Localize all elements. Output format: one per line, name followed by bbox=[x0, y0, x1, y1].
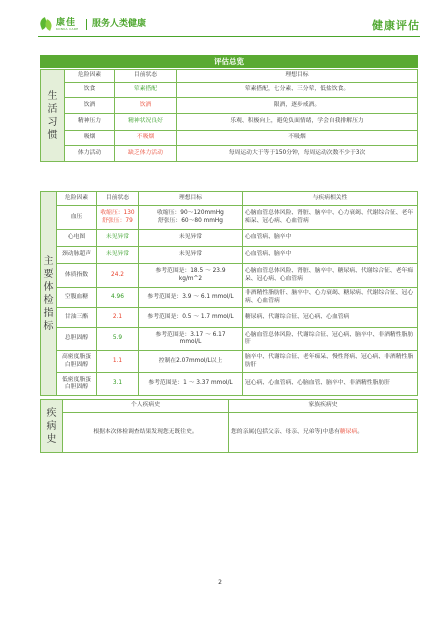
table-header-row bbox=[41, 192, 418, 206]
current-status: 2.1 bbox=[97, 308, 139, 328]
current-status: 缺乏体力活动 bbox=[115, 146, 177, 162]
ideal-goal: 控制在2.07mmol/L以上 bbox=[139, 351, 243, 373]
ideal-goal: 未见异常 bbox=[139, 247, 243, 264]
table-row bbox=[41, 288, 418, 308]
side-label-char: 要 bbox=[43, 268, 54, 280]
disease-correlation: 心脑血管总体风险、肾脏、脑卒中、心力衰竭、代谢综合征、老年痴呆、冠心病、心血管病 bbox=[243, 206, 418, 230]
table-row bbox=[41, 247, 418, 264]
family-history-text: 您的亲属(包括父亲、母亲、兄弟等)中患有 bbox=[231, 428, 340, 435]
ideal-goal: 参考范围是：0.5 ～ 1.7 mmol/L bbox=[139, 308, 243, 328]
table-row bbox=[41, 373, 418, 396]
disease-correlation: 心血管病、脑卒中 bbox=[243, 230, 418, 247]
side-label-char: 疾 bbox=[46, 407, 57, 419]
slogan: 服务人类健康 bbox=[86, 19, 146, 30]
table-row bbox=[41, 98, 418, 114]
side-label-char: 标 bbox=[43, 320, 54, 332]
ideal-goal: 限酒，逐步戒酒。 bbox=[177, 98, 418, 114]
disease-correlation: 冠心病、心血管病、心脑血管、脑卒中、非酒精性脂肪肝 bbox=[243, 373, 418, 396]
current-status: 1.1 bbox=[97, 351, 139, 373]
current-status: 收缩压：130 舒张压：79 bbox=[97, 206, 139, 230]
risk-factor: 心电图 bbox=[57, 230, 97, 247]
risk-factor: 空腹血糖 bbox=[57, 288, 97, 308]
ideal-goal: 参考范围是：1 ～ 3.37 mmol/L bbox=[139, 373, 243, 396]
side-label-char: 惯 bbox=[47, 129, 58, 141]
table-header-row bbox=[41, 400, 418, 413]
risk-factor: 饮酒 bbox=[65, 98, 115, 114]
risk-factor: 体质指数 bbox=[57, 264, 97, 288]
side-label-char: 病 bbox=[46, 420, 57, 432]
risk-factor: 血压 bbox=[57, 206, 97, 230]
section-title: 评估总览 bbox=[40, 55, 418, 68]
table-row bbox=[41, 230, 418, 247]
disease-correlation: 糖尿病、代谢综合征、冠心病、心血管病 bbox=[243, 308, 418, 328]
side-label-char: 生 bbox=[47, 90, 58, 102]
side-label-char: 主 bbox=[43, 255, 54, 267]
brand-logo bbox=[38, 17, 78, 32]
column-header: 理想目标 bbox=[139, 192, 243, 206]
ideal-goal: 不吸烟 bbox=[177, 131, 418, 146]
risk-factor: 精神压力 bbox=[65, 114, 115, 131]
current-status: 不吸烟 bbox=[115, 131, 177, 146]
current-status: 精神状况良好 bbox=[115, 114, 177, 131]
current-status: 未见异常 bbox=[97, 230, 139, 247]
page-number: 2 bbox=[218, 579, 222, 586]
family-history-suffix: 。 bbox=[357, 428, 364, 435]
family-history bbox=[229, 413, 418, 453]
risk-factor: 饮食 bbox=[65, 83, 115, 98]
table-row bbox=[41, 146, 418, 162]
side-label-char: 体 bbox=[43, 281, 54, 293]
column-header: 危险因素 bbox=[57, 192, 97, 206]
section-side-label bbox=[41, 400, 63, 453]
ideal-goal: 乐观、积极向上，避免负面情绪，学会自我排解压力 bbox=[177, 114, 418, 131]
disease-correlation: 脑卒中、代谢综合征、老年痴呆、慢性肾病、冠心病、非酒精性脂肪肝 bbox=[243, 351, 418, 373]
lifestyle-table bbox=[40, 69, 418, 162]
ideal-goal: 参考范围是：3.9 ～ 6.1 mmol/L bbox=[139, 288, 243, 308]
ideal-goal: 荤素搭配，七分素、三分荤，低盐饮食。 bbox=[177, 83, 418, 98]
risk-factor: 甘油三酯 bbox=[57, 308, 97, 328]
current-status: 未见异常 bbox=[97, 247, 139, 264]
ideal-goal: 参考范围是：3.17 ～ 6.17 mmol/L bbox=[139, 328, 243, 351]
risk-factor: 颈动脉超声 bbox=[57, 247, 97, 264]
column-header: 理想目标 bbox=[177, 70, 418, 83]
current-status: 24.2 bbox=[97, 264, 139, 288]
risk-factor: 总胆固醇 bbox=[57, 328, 97, 351]
table-header-row bbox=[41, 70, 418, 83]
table-row bbox=[41, 328, 418, 351]
header-divider bbox=[38, 36, 420, 37]
table-row bbox=[41, 351, 418, 373]
disease-correlation: 非酒精性脂肪肝、脑卒中、心力衰竭、糖尿病、代谢综合征、冠心病、心血管病 bbox=[243, 288, 418, 308]
table-row bbox=[41, 114, 418, 131]
table-row bbox=[41, 264, 418, 288]
current-status: 3.1 bbox=[97, 373, 139, 396]
risk-factor: 吸烟 bbox=[65, 131, 115, 146]
current-status: 5.9 bbox=[97, 328, 139, 351]
page-title: 健康评估 bbox=[372, 19, 420, 32]
current-status: 荤素搭配 bbox=[115, 83, 177, 98]
disease-correlation: 心脑血管总体风险、肾脏、脑卒中、糖尿病、代谢综合征、老年痴呆、冠心病、心血管病 bbox=[243, 264, 418, 288]
risk-factor: 低密度脂蛋 白胆固醇 bbox=[57, 373, 97, 396]
column-header: 危险因素 bbox=[65, 70, 115, 83]
column-header: 家族疾病史 bbox=[229, 400, 418, 413]
family-disease-highlight: 糖尿病 bbox=[339, 428, 358, 435]
column-header: 目前状态 bbox=[97, 192, 139, 206]
logo-text-en: KONKA CARE bbox=[56, 26, 79, 31]
table-row bbox=[41, 83, 418, 98]
table-row bbox=[41, 131, 418, 146]
ideal-goal: 每周运动大于等于150分钟，每周运动次数不少于3次 bbox=[177, 146, 418, 162]
disease-correlation: 心脑血管总体风险、代谢综合征、冠心病、脑卒中、非酒精性脂肪肝 bbox=[243, 328, 418, 351]
column-header: 个人疾病史 bbox=[63, 400, 229, 413]
table-row bbox=[41, 413, 418, 453]
column-header: 与疾病相关性 bbox=[243, 192, 418, 206]
side-label-char: 指 bbox=[43, 307, 54, 319]
side-label-char: 活 bbox=[47, 103, 58, 115]
risk-factor: 体力活动 bbox=[65, 146, 115, 162]
section-side-label bbox=[41, 192, 57, 396]
leaf-logo-icon bbox=[38, 17, 54, 32]
disease-correlation: 心血管病、脑卒中 bbox=[243, 247, 418, 264]
personal-history: 根据本次体检调查结果发现您无既往史。 bbox=[63, 413, 229, 453]
current-status: 饮酒 bbox=[115, 98, 177, 114]
table-row bbox=[41, 308, 418, 328]
indicators-table bbox=[40, 191, 418, 396]
current-status: 4.96 bbox=[97, 288, 139, 308]
ideal-goal: 未见异常 bbox=[139, 230, 243, 247]
column-header: 目前状态 bbox=[115, 70, 177, 83]
logo-text-cn: 康佳 bbox=[56, 17, 77, 28]
side-label-char: 史 bbox=[46, 433, 57, 445]
page-header bbox=[38, 16, 420, 36]
side-label-char: 检 bbox=[43, 294, 54, 306]
ideal-goal: 参考范围是：18.5 ～ 23.9 kg/m^2 bbox=[139, 264, 243, 288]
ideal-goal: 收缩压：90～120mmHg 舒张压：60～80 mmHg bbox=[139, 206, 243, 230]
risk-factor: 高密度脂蛋 白胆固醇 bbox=[57, 351, 97, 373]
section-side-label bbox=[41, 70, 65, 162]
table-row bbox=[41, 206, 418, 230]
disease-history-table bbox=[40, 399, 418, 453]
side-label-char: 习 bbox=[47, 116, 58, 128]
